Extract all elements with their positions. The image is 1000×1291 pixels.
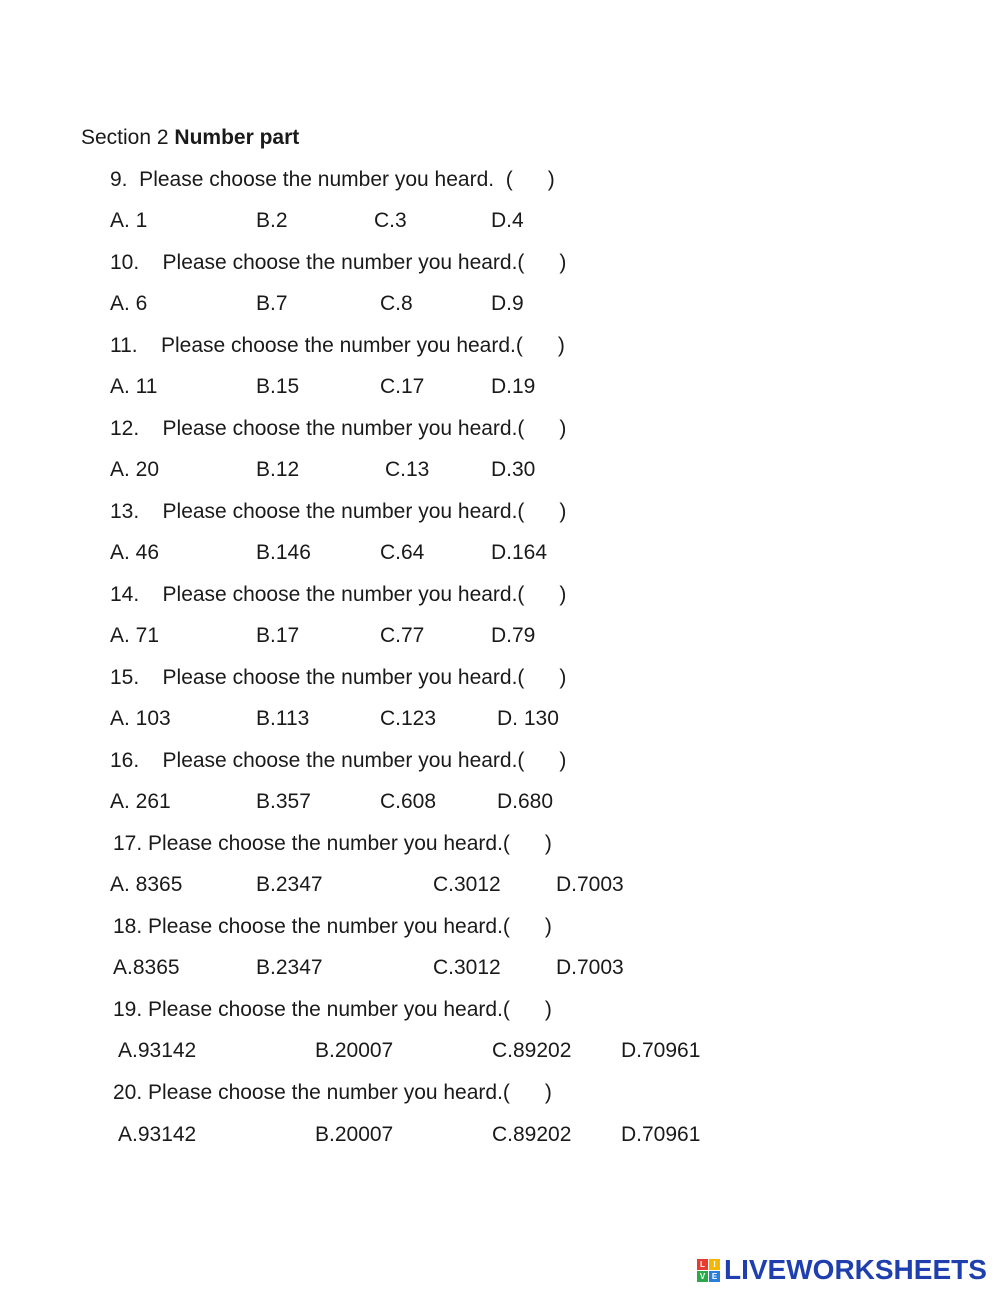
option-18-b[interactable]: B.2347 bbox=[256, 956, 323, 979]
option-16-a[interactable]: A. 261 bbox=[110, 790, 171, 813]
option-16-c[interactable]: C.608 bbox=[380, 790, 437, 813]
question-9: 9. Please choose the number you heard. ( ) bbox=[110, 168, 555, 191]
option-14-a[interactable]: A. 71 bbox=[110, 624, 160, 647]
option-20-b[interactable]: B.20007 bbox=[315, 1123, 394, 1146]
option-11-a[interactable]: A. 11 bbox=[110, 375, 158, 398]
option-15-c[interactable]: C.123 bbox=[380, 707, 437, 730]
liveworksheets-logo bbox=[697, 1255, 987, 1285]
option-17-c[interactable]: C.3012 bbox=[433, 873, 501, 896]
logo-block-e: E bbox=[709, 1271, 720, 1282]
option-9-b[interactable]: B.2 bbox=[256, 209, 288, 232]
question-12: 12. Please choose the number you heard.( ) bbox=[110, 417, 567, 440]
question-14: 14. Please choose the number you heard.( ) bbox=[110, 583, 567, 606]
question-13: 13. Please choose the number you heard.( ) bbox=[110, 500, 567, 523]
option-17-b[interactable]: B.2347 bbox=[256, 873, 323, 896]
option-15-b[interactable]: B.113 bbox=[256, 707, 310, 730]
option-9-d[interactable]: D.4 bbox=[491, 209, 524, 232]
logo-block-l: L bbox=[697, 1259, 708, 1270]
section-label: Section 2 bbox=[81, 126, 169, 149]
option-14-b[interactable]: B.17 bbox=[256, 624, 300, 647]
question-10: 10. Please choose the number you heard.( ) bbox=[110, 251, 567, 274]
option-18-d[interactable]: D.7003 bbox=[556, 956, 624, 979]
question-15: 15. Please choose the number you heard.( ) bbox=[110, 666, 567, 689]
option-12-b[interactable]: B.12 bbox=[256, 458, 300, 481]
option-18-c[interactable]: C.3012 bbox=[433, 956, 501, 979]
option-13-d[interactable]: D.164 bbox=[491, 541, 548, 564]
option-17-d[interactable]: D.7003 bbox=[556, 873, 624, 896]
option-10-d[interactable]: D.9 bbox=[491, 292, 524, 315]
option-13-b[interactable]: B.146 bbox=[256, 541, 311, 564]
question-11: 11. Please choose the number you heard.( ) bbox=[110, 334, 565, 357]
option-11-c[interactable]: C.17 bbox=[380, 375, 425, 398]
logo-text: LIVEWORKSHEETS bbox=[724, 1254, 987, 1285]
option-13-c[interactable]: C.64 bbox=[380, 541, 425, 564]
option-10-a[interactable]: A. 6 bbox=[110, 292, 148, 315]
option-9-c[interactable]: C.3 bbox=[374, 209, 407, 232]
option-19-a[interactable]: A.93142 bbox=[118, 1039, 197, 1062]
option-16-b[interactable]: B.357 bbox=[256, 790, 311, 813]
option-10-b[interactable]: B.7 bbox=[256, 292, 288, 315]
option-12-d[interactable]: D.30 bbox=[491, 458, 536, 481]
question-19: 19. Please choose the number you heard.( ) bbox=[113, 998, 552, 1021]
logo-blocks-icon bbox=[697, 1259, 720, 1282]
option-19-b[interactable]: B.20007 bbox=[315, 1039, 394, 1062]
option-19-d[interactable]: D.70961 bbox=[621, 1039, 701, 1062]
option-20-a[interactable]: A.93142 bbox=[118, 1123, 197, 1146]
logo-block-v: V bbox=[697, 1271, 708, 1282]
question-16: 16. Please choose the number you heard.( ) bbox=[110, 749, 567, 772]
section-heading: Number part bbox=[174, 126, 300, 149]
option-20-c[interactable]: C.89202 bbox=[492, 1123, 572, 1146]
option-15-d[interactable]: D. 130 bbox=[497, 707, 559, 730]
option-11-b[interactable]: B.15 bbox=[256, 375, 300, 398]
option-10-c[interactable]: C.8 bbox=[380, 292, 413, 315]
option-15-a[interactable]: A. 103 bbox=[110, 707, 171, 730]
option-9-a[interactable]: A. 1 bbox=[110, 209, 148, 232]
option-20-d[interactable]: D.70961 bbox=[621, 1123, 701, 1146]
option-14-d[interactable]: D.79 bbox=[491, 624, 536, 647]
option-18-a[interactable]: A.8365 bbox=[113, 956, 180, 979]
option-19-c[interactable]: C.89202 bbox=[492, 1039, 572, 1062]
question-20: 20. Please choose the number you heard.( ) bbox=[113, 1081, 552, 1104]
option-12-c[interactable]: C.13 bbox=[385, 458, 430, 481]
option-13-a[interactable]: A. 46 bbox=[110, 541, 160, 564]
logo-block-i: I bbox=[709, 1259, 720, 1270]
question-17: 17. Please choose the number you heard.( ) bbox=[113, 832, 552, 855]
option-11-d[interactable]: D.19 bbox=[491, 375, 536, 398]
question-18: 18. Please choose the number you heard.( ) bbox=[113, 915, 552, 938]
option-16-d[interactable]: D.680 bbox=[497, 790, 554, 813]
option-17-a[interactable]: A. 8365 bbox=[110, 873, 183, 896]
option-14-c[interactable]: C.77 bbox=[380, 624, 425, 647]
option-12-a[interactable]: A. 20 bbox=[110, 458, 160, 481]
section-title bbox=[81, 126, 299, 150]
